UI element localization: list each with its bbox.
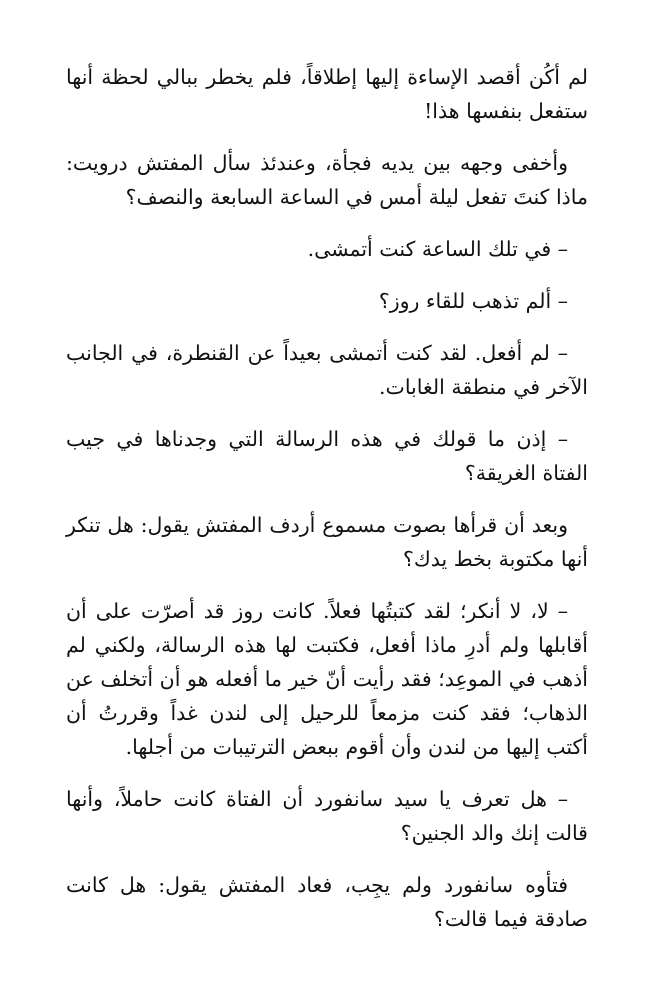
paragraph: وبعد أن قرأها بصوت مسموع أردف المفتش يقول: هل تنكر أنها مكتوبة بخط يدك؟ — [66, 513, 588, 571]
paragraph: – ألم تذهب للقاء روز؟ — [378, 289, 568, 313]
paragraph: – هل تعرف يا سيد سانفورد أن الفتاة كانت حاملاً، وأنها قالت إنك والد الجنين؟ — [66, 787, 588, 845]
paragraph: – في تلك الساعة كنت أتمشى. — [307, 237, 568, 261]
page-text — [66, 60, 588, 954]
paragraph: – لم أفعل. لقد كنت أتمشى بعيداً عن القنطرة، في الجانب الآخر في منطقة الغابات. — [66, 341, 588, 399]
paragraph: لم أكُن أقصد الإساءة إليها إطلاقاً، فلم يخطر ببالي لحظة أنها ستفعل بنفسها هذا! — [66, 65, 588, 123]
paragraph: فتأوه سانفورد ولم يجِب، فعاد المفتش يقول: هل كانت صادقة فيما قالت؟ — [66, 873, 588, 931]
paragraph: وأخفى وجهه بين يديه فجأة، وعندئذ سأل المفتش درويت: ماذا كنتَ تفعل ليلة أمس في الساعة السابعة والنصف؟ — [66, 151, 588, 209]
paragraph: – إذن ما قولك في هذه الرسالة التي وجدناها في جيب الفتاة الغريقة؟ — [66, 427, 588, 485]
paragraph: – لا، لا أنكر؛ لقد كتبتُها فعلاً. كانت روز قد أصرّت على أن أقابلها ولم أدرِ ماذا أفعل، فكتبت لها هذه الرسالة، ولكني لم أذهب في الموعِد؛ فقد رأيت أنّ خير ما أفعله هو أن أتخلف عن الذهاب؛ فقد كنت مزمعاً للرحيل إلى لندن غداً وقررتُ أن أكتب إليها من لندن وأن أقوم ببعض الترتيبات من أجلها. — [66, 599, 588, 759]
